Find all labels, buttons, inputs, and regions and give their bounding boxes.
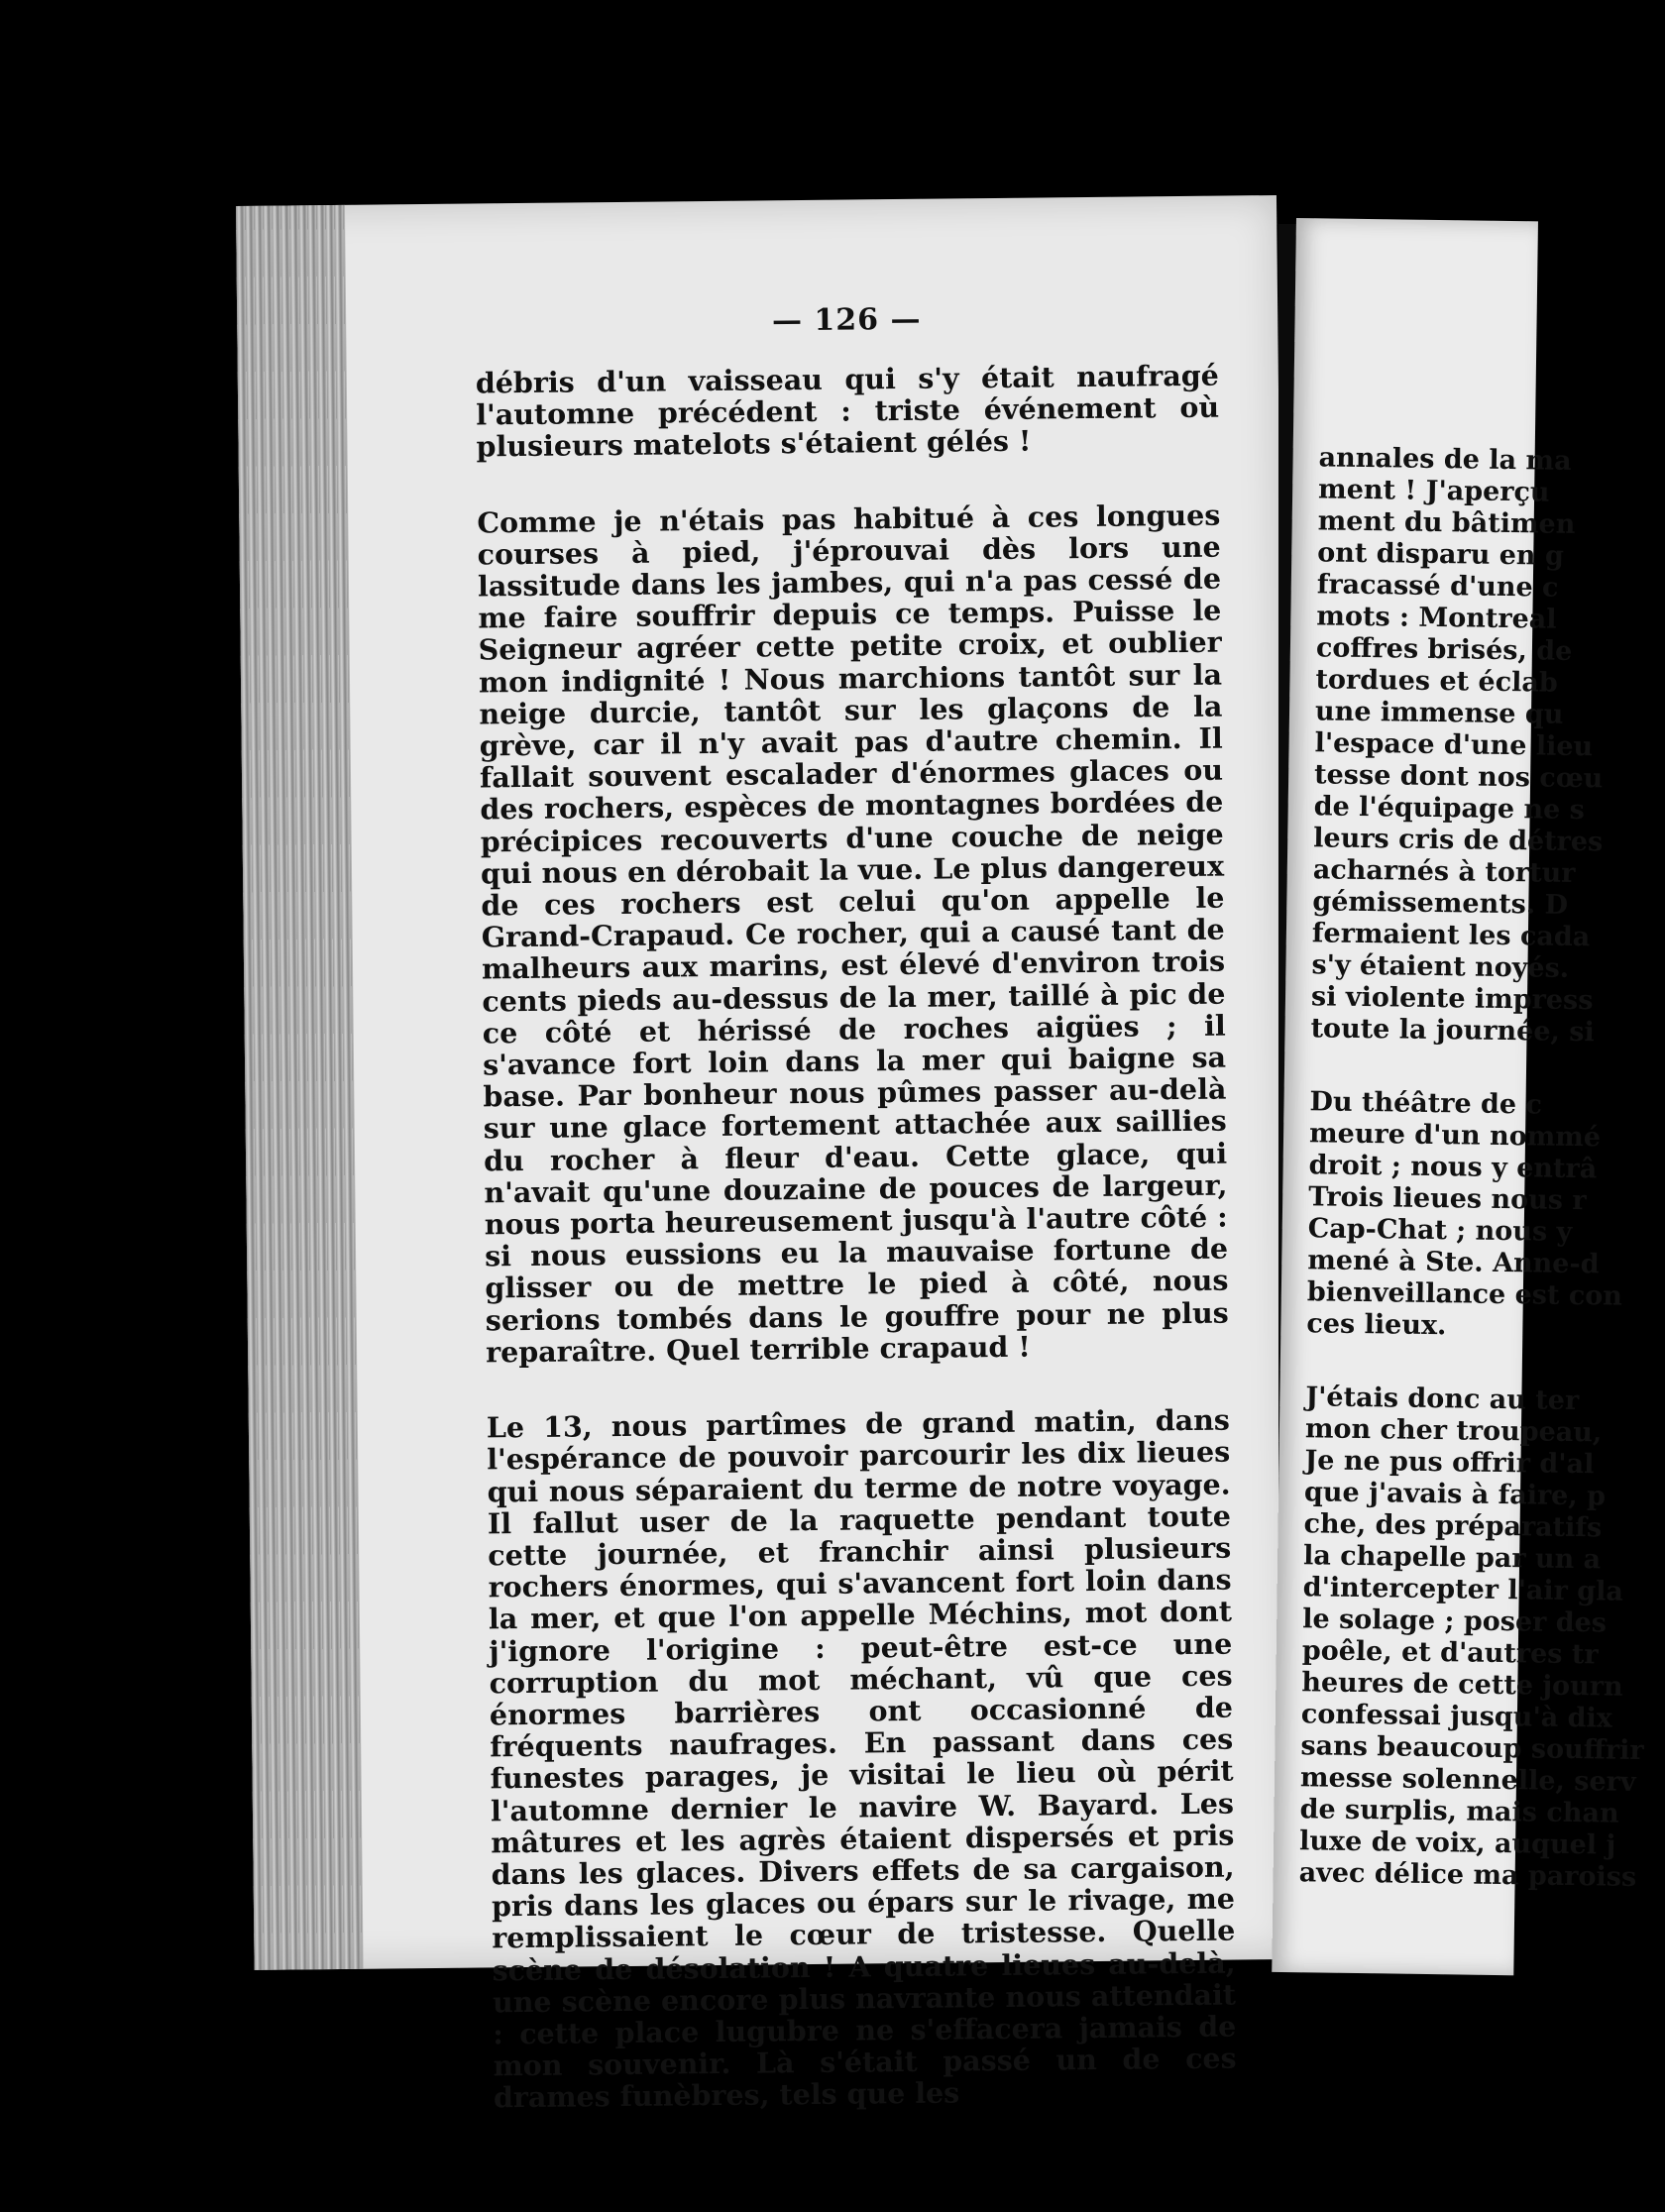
right-page-line: une immense qu (1314, 696, 1564, 730)
right-page-line: gémissements. D (1312, 886, 1569, 921)
right-page-line: la chapelle par un a (1302, 1540, 1602, 1576)
right-page-line: droit ; nous y entrâ (1308, 1150, 1598, 1185)
right-page-line: acharnés à tortur (1312, 854, 1576, 889)
right-page (1272, 218, 1644, 1975)
right-page-line: Du théâtre de c (1309, 1086, 1543, 1121)
right-page-line: sans beaucoup souffrir (1300, 1730, 1644, 1767)
right-page-paragraph-gap (1310, 1045, 1569, 1090)
right-page-line: heures de cette journ (1301, 1667, 1623, 1703)
right-page-line: J'étais donc au ter (1305, 1382, 1580, 1417)
right-page-line: mené à Ste. Anne-d (1307, 1245, 1600, 1280)
page-number: — 126 — (771, 301, 922, 339)
right-page-line: tesse dont nos cœu (1313, 759, 1604, 795)
right-page-line: Je ne pus offrir d'al (1304, 1445, 1595, 1481)
paragraph-3: Le 13, nous partîmes de grand matin, dans l'espérance de pouvoir parcourir les dix lieues qui nous séparaient du terme de notre voyage. Il fallut user de la raquette pendant toute cette journée, et franchir ainsi plusieurs rochers énormes, qui s'avancent fort loin dans la mer, et que l'on appelle Méchins, mot dont j'ignore l'origine : peut-être est-ce une corruption du mot méchant, vû que ces énormes barrières ont occasionné de fréquents naufrages. En passant dans ces funestes parages, je visitai le lieu où périt l'automne dernier le navire W. Bayard. Les mâtures et les agrès étaient dispersés et pris dans les glaces. Divers effets de sa cargaison, pris dans les glaces ou épars sur le rivage, me remplissaient le cœur de tristesse. Quelle scène de désolation ! A quatre lieues au-delà, une scène encore plus navrante nous attendait : cette place lugubre ne s'effacera jamais de mon souvenir. Là s'était passé un de ces drames funèbres, tels que les (486, 1402, 1237, 2115)
right-page-line: de surplis, mais chan (1299, 1794, 1619, 1829)
right-page-line: meure d'un nommé (1308, 1118, 1602, 1154)
right-page-line: s'y étaient noyés. (1311, 949, 1570, 984)
right-page-line: che, des préparatifs (1303, 1508, 1603, 1544)
right-page-line: ment ! J'aperçu (1317, 474, 1550, 508)
page-edge-stack (236, 205, 364, 1970)
right-page-line: toute la journée, si (1310, 1013, 1595, 1049)
right-page-line: ont disparu en g (1317, 537, 1565, 572)
right-page-line: poêle, et d'autres tr (1301, 1635, 1599, 1671)
right-page-line: avec délice ma paroiss (1298, 1857, 1637, 1893)
right-page-line: coffres brisés, de (1315, 632, 1573, 667)
right-page-line: si violente impress (1310, 981, 1594, 1017)
right-page-text (1298, 442, 1644, 1893)
left-page (236, 195, 1295, 2115)
right-page-line: annales de la ma (1318, 442, 1572, 477)
right-page-line: d'intercepter l'air gla (1302, 1572, 1624, 1607)
right-page-line: luxe de voix, auquel j (1298, 1825, 1616, 1861)
right-page-line: fermaient les cada (1311, 918, 1591, 953)
right-page-line: ment du bâtimen (1317, 505, 1576, 540)
right-page-line: mon cher troupeau, (1304, 1413, 1603, 1449)
right-page-line: confessai jusqu'à dix (1300, 1699, 1613, 1734)
paragraph-2: Comme je n'étais pas habitué à ces longues courses à pied, j'éprouvai dès lors une lassitude dans les jambes, qui n'a pas cessé de me faire souffrir depuis ce temps. Puisse le Seigneur agréer cette petite croix, et oublier mon indignité ! Nous marchions tantôt sur la neige durcie, tantôt sur les glaçons de la grève, car il n'y avait pas d'autre chemin. Il fallait souvent escalader d'énormes glaces ou des rochers, espèces de montagnes bordées de précipices recouverts d'une couche de neige qui nous en dérobait la vue. Le plus dangereux de ces rochers est celui qu'on appelle le Grand-Crapaud. Ce rocher, qui a causé tant de malheurs aux marins, est élevé d'environ trois cents pieds au-dessus de la mer, taillé à pic de ce côté et hérissé de roches aigües ; il s'avance fort loin dans la mer qui baigne sa base. Par bonheur nous pûmes passer au-delà sur une glace fortement attachée aux saillies du rocher à fleur d'eau. Cette glace, qui n'avait qu'une douzaine de pouces de largeur, nous porta heureusement jusqu'à l'autre côté : si nous eussions eu la mauvaise fortune de glisser ou de mettre le pied à côté, nous serions tombés dans le gouffre pour ne plus reparaître. Quel terrible crapaud ! (477, 498, 1229, 1370)
right-page-line: messe solennelle, serv (1299, 1762, 1636, 1798)
right-page-line: tordues et éclab (1315, 664, 1558, 699)
right-page-line: fracassé d'une c (1316, 569, 1559, 604)
right-page-line: leurs cris de détres (1313, 823, 1604, 858)
right-page-paragraph-gap (1306, 1340, 1565, 1385)
left-page-text (475, 299, 1238, 2157)
right-page-line: Cap-Chat ; nous y (1307, 1213, 1573, 1248)
right-page-line: l'espace d'une lieu (1314, 727, 1594, 763)
right-page-line: ces lieux. (1306, 1308, 1447, 1342)
right-page-line: bienveillance est con (1306, 1276, 1623, 1312)
right-page-line: le solage ; poser des (1302, 1604, 1608, 1639)
right-page-line: que j'avais à faire, p (1303, 1477, 1607, 1512)
right-page-line: de l'équipage ne s (1313, 791, 1586, 827)
right-page-line: mots : Montreal (1316, 601, 1557, 635)
right-page-line: Trois lieues nous r (1307, 1181, 1587, 1217)
paragraph-1: débris d'un vaisseau qui s'y était naufragé l'automne précédent : triste événement où plusieurs matelots s'étaient gélés ! (475, 358, 1220, 464)
